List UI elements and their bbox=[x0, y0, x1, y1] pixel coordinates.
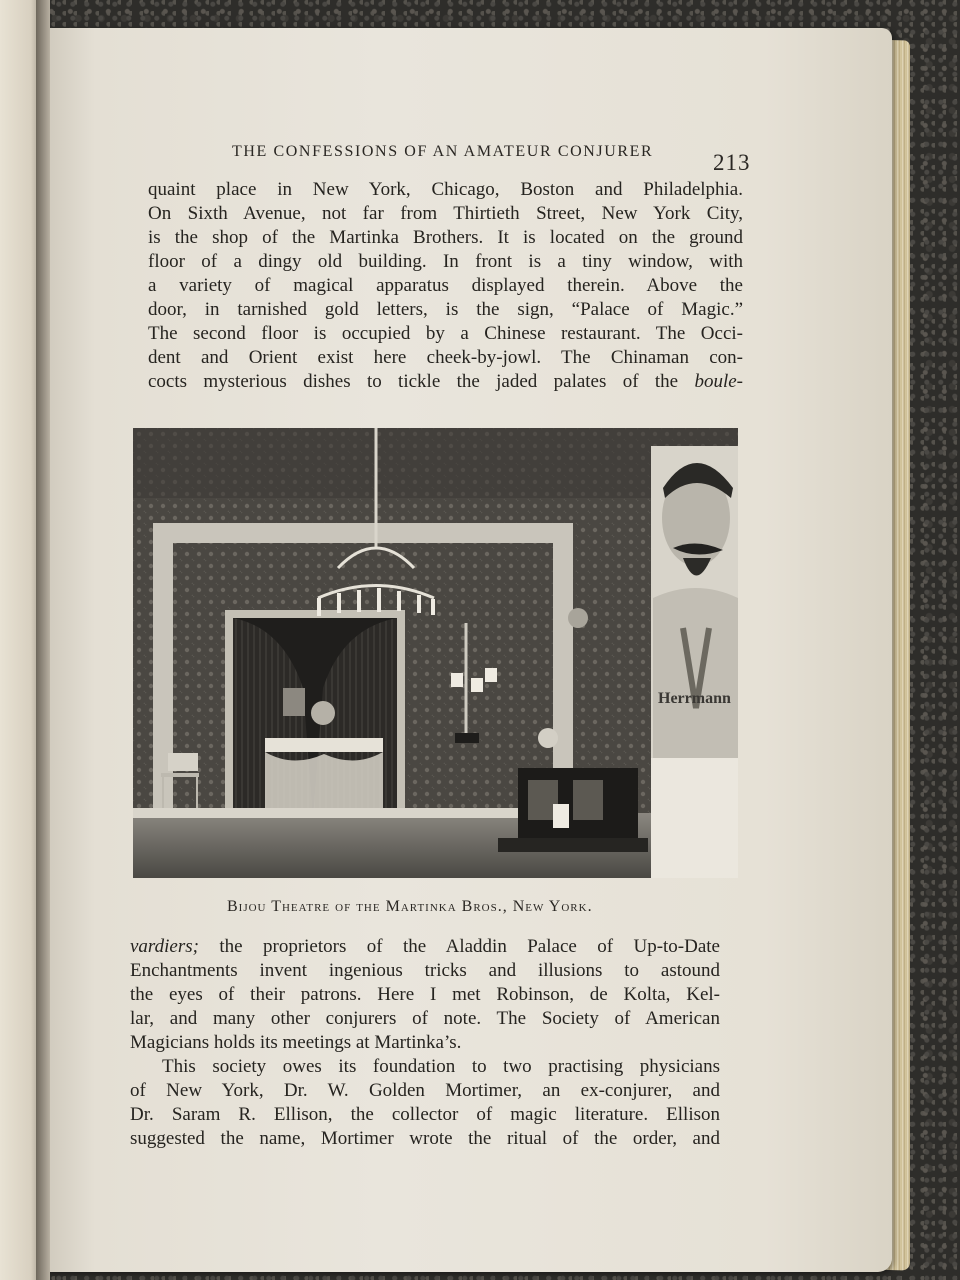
running-head: THE CONFESSIONS OF AN AMATEUR CONJURER bbox=[232, 143, 654, 160]
text-line bbox=[148, 370, 743, 394]
text-line: of New York, Dr. W. Golden Mortimer, an ex-conjurer, and bbox=[130, 1080, 720, 1101]
text-line: suggested the name, Mortimer wrote the ritual of the order, and bbox=[130, 1128, 720, 1149]
text-line: lar, and many other conjurers of note. The Society of American bbox=[130, 1008, 720, 1029]
page-number: 213 bbox=[713, 150, 751, 175]
text-line: Dr. Saram R. Ellison, the collector of magic literature. Ellison bbox=[130, 1104, 720, 1125]
text-line bbox=[130, 935, 720, 959]
theatre-photograph bbox=[133, 428, 738, 878]
text-line: The second floor is occupied by a Chinese restaurant. The Occi- bbox=[148, 323, 743, 344]
theatre-photograph-illustration bbox=[133, 428, 738, 878]
italic-word: boule- bbox=[694, 371, 743, 392]
text-line: door, in tarnished gold letters, is the sign, “Palace of Magic.” bbox=[148, 299, 743, 320]
text-line: Magicians holds its meetings at Martinka’s. bbox=[130, 1032, 462, 1053]
text-line-main: cocts mysterious dishes to tickle the jaded palates of the bbox=[148, 371, 679, 392]
top-paragraph bbox=[148, 178, 743, 394]
poster-lettering: Herrmann bbox=[658, 690, 731, 707]
text-line: On Sixth Avenue, not far from Thirtieth Street, New York City, bbox=[148, 203, 743, 224]
text-line: This society owes its foundation to two practising physicians bbox=[162, 1056, 720, 1077]
book-gutter bbox=[36, 0, 50, 1280]
figure-caption: Bijou Theatre of the Martinka Bros., New York. bbox=[227, 898, 593, 915]
text-line: floor of a dingy old building. In front is a tiny window, with bbox=[148, 251, 743, 272]
bottom-paragraph bbox=[130, 935, 720, 1151]
text-line: Enchantments invent ingenious tricks and illusions to astound bbox=[130, 960, 720, 981]
italic-word: vardiers; bbox=[130, 936, 199, 957]
text-line: the eyes of their patrons. Here I met Robinson, de Kolta, Kel- bbox=[130, 984, 720, 1005]
text-line: is the shop of the Martinka Brothers. It is located on the ground bbox=[148, 227, 743, 248]
text-line-main: the proprietors of the Aladdin Palace of Up-to-Date bbox=[198, 936, 720, 957]
text-line: quaint place in New York, Chicago, Boston and Philadelphia. bbox=[148, 179, 743, 200]
text-line: dent and Orient exist here cheek-by-jowl. The Chinaman con- bbox=[148, 347, 743, 368]
text-line: a variety of magical apparatus displayed therein. Above the bbox=[148, 275, 743, 296]
